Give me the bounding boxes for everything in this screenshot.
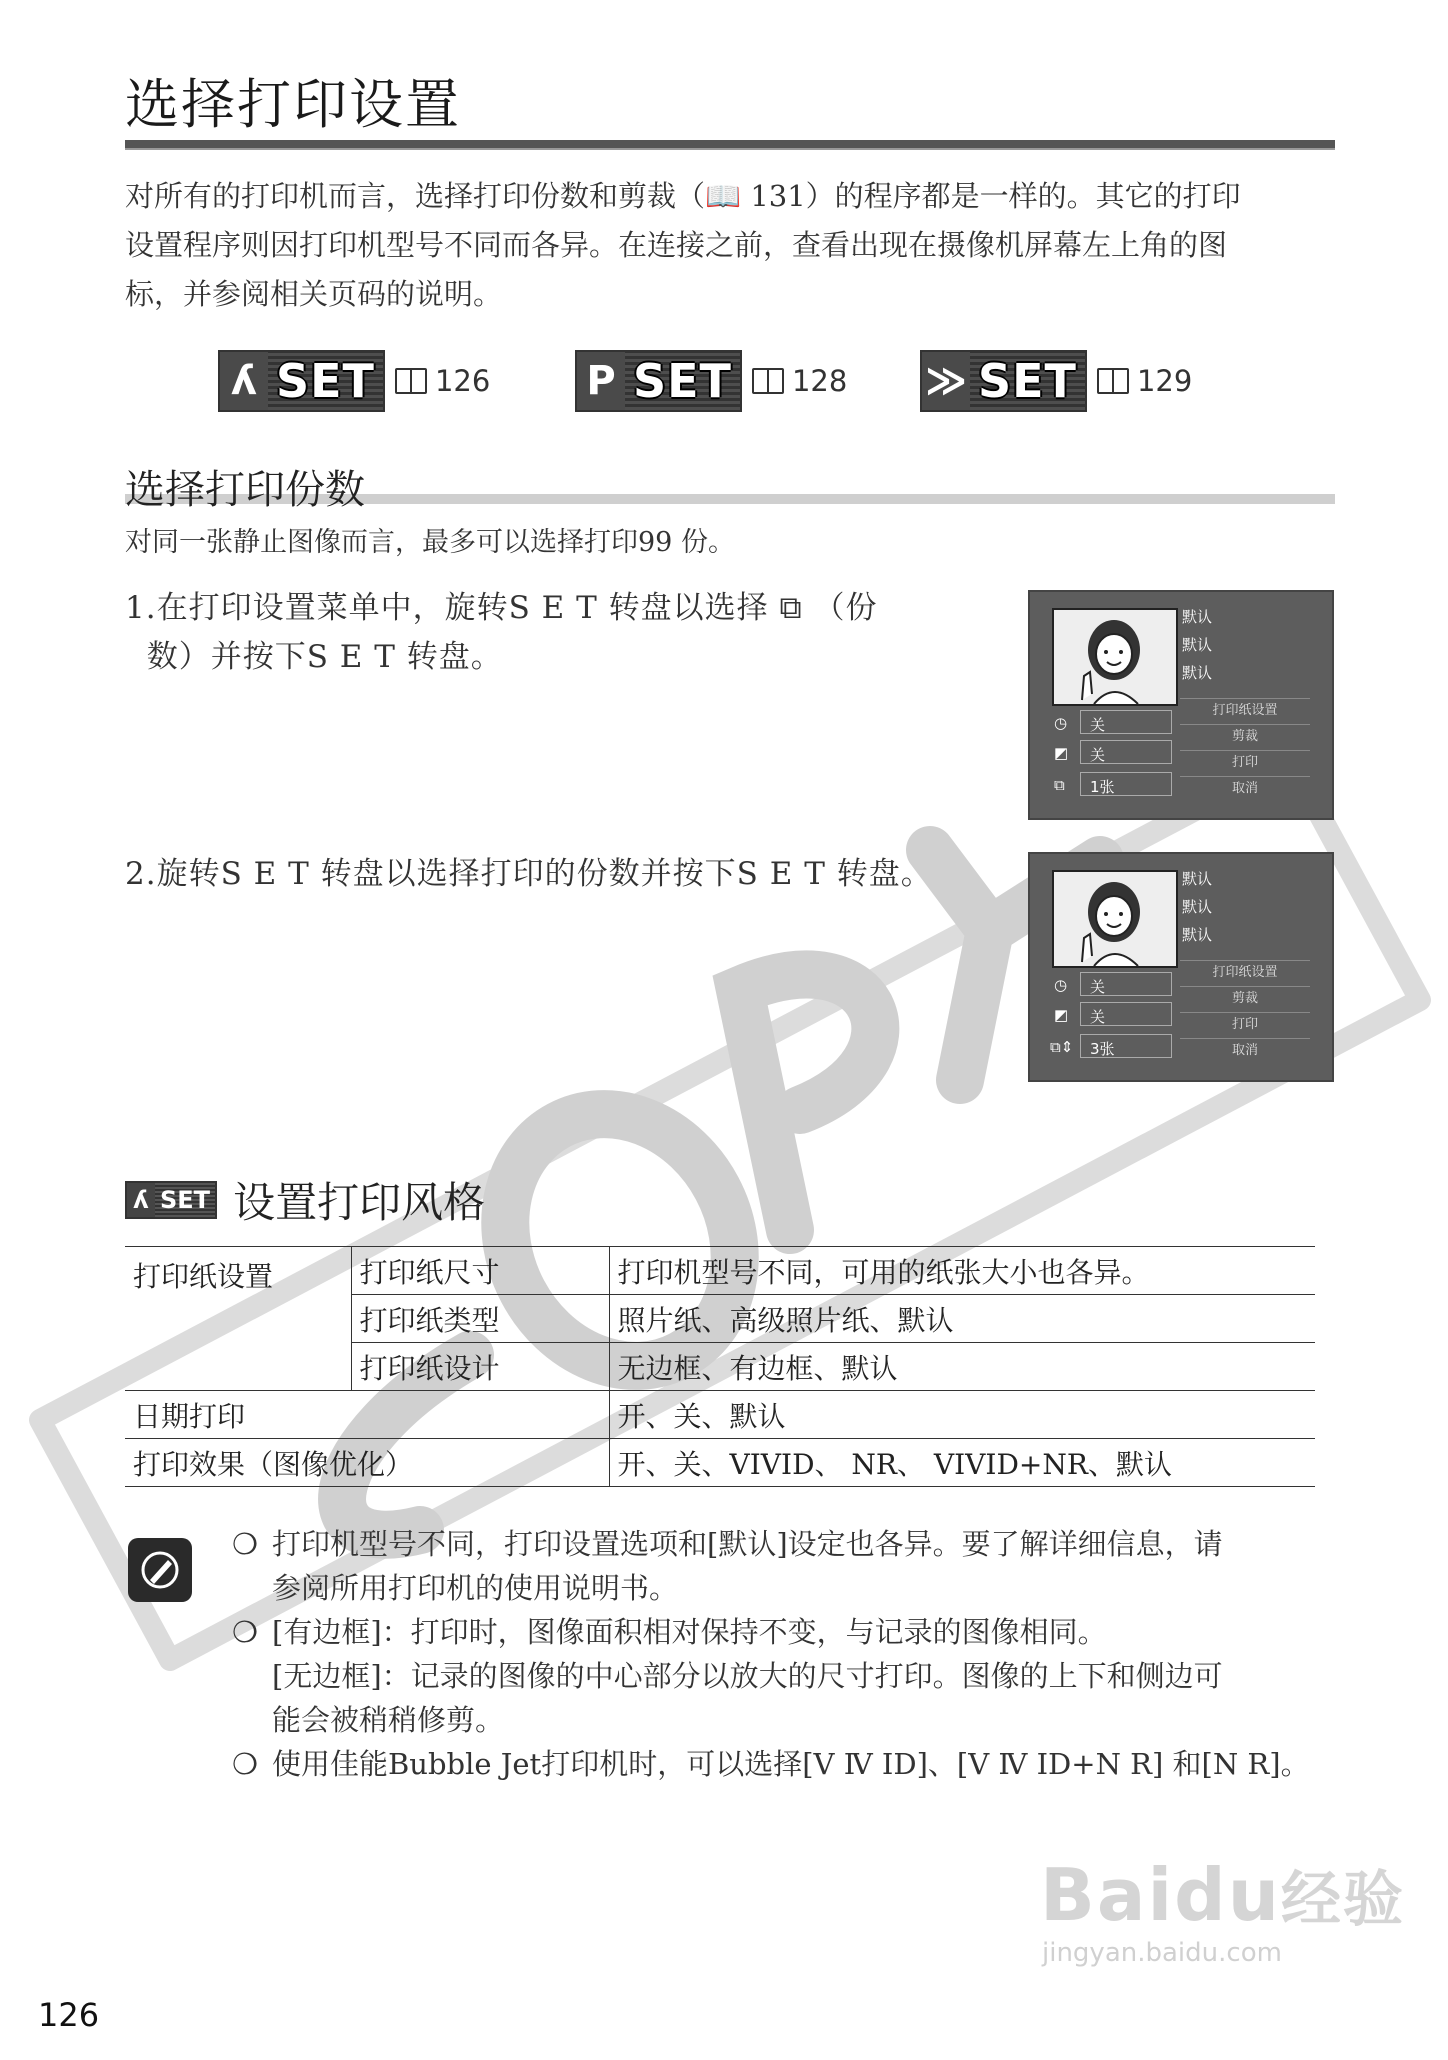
title-divider — [125, 140, 1335, 150]
copies-adjust-icon: ⧉⇕ — [1050, 1038, 1074, 1056]
page-title: 选择打印设置 — [125, 73, 461, 136]
bullet-icon: ❍ — [232, 1747, 258, 1781]
effect-icon: ◩ — [1054, 1006, 1069, 1024]
camera-screen-2 — [1028, 852, 1334, 1082]
book-icon — [1097, 368, 1129, 394]
step-2: 2.旋转S E T 转盘以选择打印的份数并按下S E T 转盘。 — [125, 856, 933, 892]
page-ref-number: 126 — [434, 364, 491, 398]
menu-print: 打印 — [1180, 750, 1310, 770]
table-row — [125, 1247, 1315, 1295]
page-ref-number: 128 — [791, 364, 848, 398]
copies-value: 1张 — [1090, 778, 1115, 796]
page-ref-number: 129 — [1136, 364, 1193, 398]
date-value: 关 — [1090, 716, 1106, 734]
page-reference — [752, 364, 847, 398]
preview-image — [1052, 870, 1178, 968]
page-reference — [1097, 364, 1192, 398]
note-line: [无边框]：记录的图像的中心部分以放大的尺寸打印。图像的上下和侧边可 — [272, 1659, 1223, 1693]
note-line: 使用佳能Bubble Jet打印机时，可以选择[V Ⅳ ID]、[V Ⅳ ID+N R] 和[N R]。 — [272, 1747, 1310, 1781]
effect-value: 关 — [1090, 746, 1106, 764]
woman-waving-illustration — [1054, 610, 1176, 704]
book-icon — [395, 368, 427, 394]
baidu-logo-text: Bai — [1040, 1853, 1175, 1937]
note-pencil-icon — [128, 1538, 192, 1602]
bubble-jet-icon: ʎ — [230, 358, 258, 404]
step-1-line: 数）并按下S E T 转盘。 — [125, 639, 503, 675]
list-item — [232, 1742, 1342, 1786]
preview-image — [1052, 608, 1178, 706]
copies-note: 对同一张静止图像而言，最多可以选择打印99 份。 — [125, 527, 735, 558]
note-line: 能会被稍稍修剪。 — [272, 1703, 505, 1737]
menu-trim: 剪裁 — [1180, 986, 1310, 1006]
note-line: 打印机型号不同，打印设置选项和[默认]设定也各异。要了解详细信息，请 — [272, 1527, 1223, 1561]
page-number: 126 — [38, 1996, 100, 2034]
table-cell: 日期打印 — [125, 1391, 609, 1439]
set-icon-group-3 — [920, 350, 1192, 412]
set-label: SET — [155, 1183, 215, 1217]
baidu-logo-text-2: du — [1174, 1853, 1281, 1937]
bubble-jet-set-icon — [218, 350, 385, 412]
intro-paragraph — [125, 172, 1335, 319]
bullet-icon: ❍ — [232, 1527, 258, 1561]
set-icon-group-1 — [218, 350, 490, 412]
set-label: SET — [970, 352, 1085, 410]
menu-default-1: 默认 — [1182, 608, 1213, 626]
copies-value: 3张 — [1090, 1040, 1115, 1058]
set-label: SET — [625, 352, 740, 410]
menu-default-2: 默认 — [1182, 636, 1213, 654]
date-value: 关 — [1090, 978, 1106, 996]
page-reference — [395, 364, 490, 398]
intro-line: 标，并参阅相关页码的说明。 — [125, 277, 503, 311]
menu-default-3: 默认 — [1182, 926, 1213, 944]
photo-printer-set-icon — [575, 350, 742, 412]
table-cell: 打印机型号不同，可用的纸张大小也各异。 — [609, 1247, 1315, 1295]
baidu-watermark — [1040, 1852, 1405, 1968]
date-icon: ◷ — [1054, 714, 1068, 732]
menu-cancel: 取消 — [1180, 1038, 1310, 1058]
effect-value: 关 — [1090, 1008, 1106, 1026]
table-cell: 开、关、默认 — [609, 1391, 1315, 1439]
notes-list — [232, 1522, 1342, 1786]
photo-printer-icon: P — [586, 358, 616, 404]
baidu-jingyan-text: 经验 — [1280, 1865, 1405, 1935]
table-cell: 打印纸设置 — [125, 1247, 351, 1391]
menu-default-2: 默认 — [1182, 898, 1213, 916]
bullet-icon: ❍ — [232, 1615, 258, 1649]
style-section-header — [125, 1170, 485, 1230]
section-heading-copies: 选择打印份数 — [125, 467, 365, 513]
table-cell: 无边框、有边框、默认 — [609, 1343, 1315, 1391]
menu-paper-settings: 打印纸设置 — [1180, 698, 1310, 718]
intro-line: 设置程序则因打印机型号不同而各异。在连接之前，查看出现在摄像机屏幕左上角的图 — [125, 228, 1228, 262]
menu-print: 打印 — [1180, 1012, 1310, 1032]
menu-paper-settings: 打印纸设置 — [1180, 960, 1310, 980]
table-cell: 开、关、VIVID、 NR、 VIVID+NR、默认 — [609, 1439, 1315, 1487]
set-label: SET — [268, 352, 383, 410]
note-line: 参阅所用打印机的使用说明书。 — [272, 1571, 679, 1605]
table-cell: 打印效果（图像优化） — [125, 1439, 609, 1487]
table-row — [125, 1391, 1315, 1439]
set-icon-group-2 — [575, 350, 847, 412]
table-cell: 打印纸设计 — [351, 1343, 609, 1391]
camera-screen-1 — [1028, 590, 1334, 820]
pictbridge-set-icon — [920, 350, 1087, 412]
copies-icon: ⧉ — [1054, 776, 1065, 794]
list-item — [232, 1522, 1342, 1610]
note-line: [有边框]：打印时，图像面积相对保持不变，与记录的图像相同。 — [272, 1615, 1107, 1649]
table-cell: 照片纸、高级照片纸、默认 — [609, 1295, 1315, 1343]
list-item — [232, 1610, 1342, 1742]
pictbridge-icon: ≫ — [925, 358, 967, 404]
menu-trim: 剪裁 — [1180, 724, 1310, 744]
table-row — [125, 1439, 1315, 1487]
print-style-table — [125, 1246, 1315, 1487]
step-1 — [125, 584, 955, 682]
step-1-line: 1.在打印设置菜单中，旋转S E T 转盘以选择 ⧉ （份 — [125, 590, 878, 626]
section-heading-style: 设置打印风格 — [233, 1178, 486, 1227]
intro-line: 对所有的打印机而言，选择打印份数和剪裁（📖 131）的程序都是一样的。其它的打印 — [125, 179, 1241, 213]
date-icon: ◷ — [1054, 976, 1068, 994]
bubble-jet-set-icon-small — [125, 1181, 217, 1219]
menu-default-3: 默认 — [1182, 664, 1213, 682]
table-cell: 打印纸尺寸 — [351, 1247, 609, 1295]
bubble-jet-icon: ʎ — [127, 1183, 155, 1217]
book-icon — [752, 368, 784, 394]
effect-icon: ◩ — [1054, 744, 1069, 762]
baidu-url: jingyan.baidu.com — [1042, 1938, 1282, 1968]
table-cell: 打印纸类型 — [351, 1295, 609, 1343]
menu-default-1: 默认 — [1182, 870, 1213, 888]
woman-waving-illustration — [1054, 872, 1176, 966]
menu-cancel: 取消 — [1180, 776, 1310, 796]
